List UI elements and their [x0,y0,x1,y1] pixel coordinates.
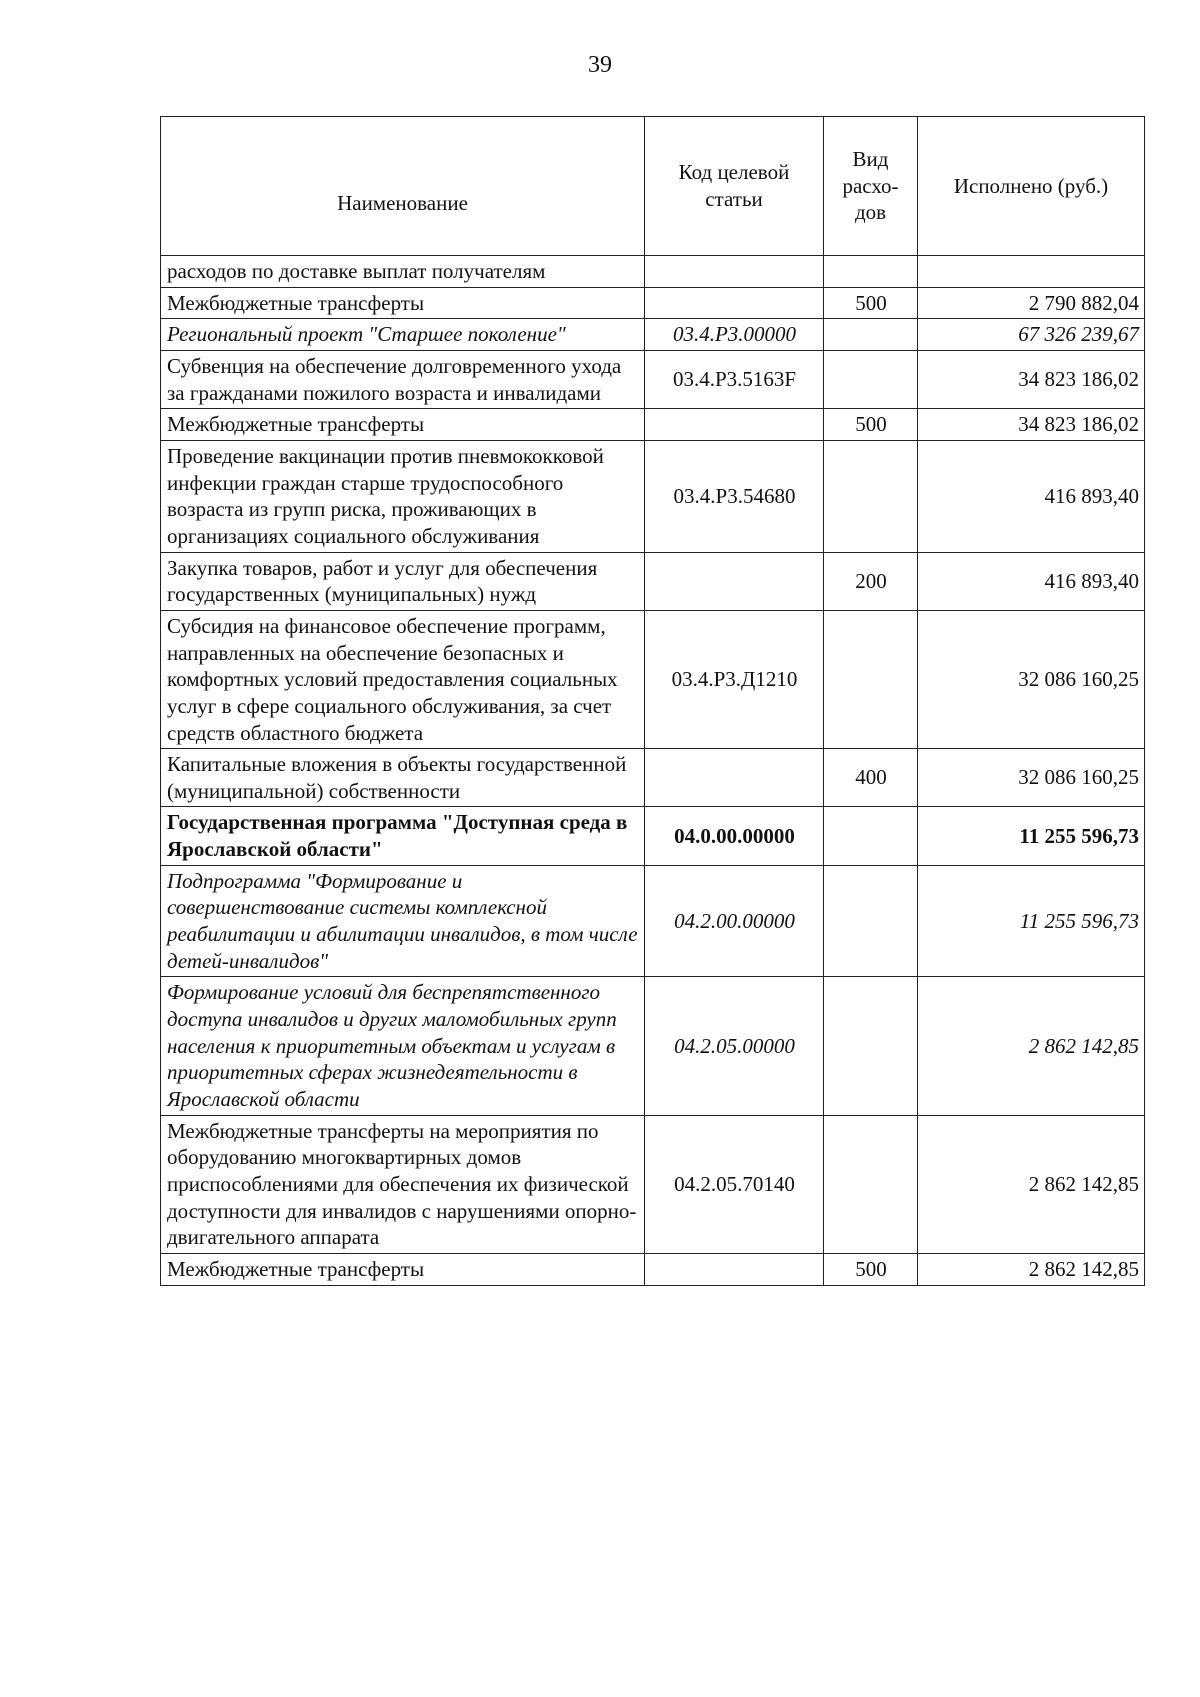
cell-executed-amount: 2 862 142,85 [918,977,1145,1115]
cell-target-code [645,1253,824,1285]
cell-target-code [645,409,824,441]
table-row [161,610,1145,748]
table-row [161,440,1145,552]
budget-execution-table [160,116,1145,1286]
table-row [161,977,1145,1115]
table-row [161,256,1145,288]
cell-name: Межбюджетные трансферты на мероприятия по оборудованию многоквартирных домов приспособлениями для обеспечения их физической доступности для инвалидов с нарушениями опорно-двигательного аппарата [161,1115,645,1253]
cell-expense-kind: 500 [824,287,918,319]
table-body [161,256,1145,1286]
table-row [161,1115,1145,1253]
cell-executed-amount [918,256,1145,288]
cell-expense-kind: 400 [824,749,918,807]
cell-expense-kind [824,1115,918,1253]
cell-name: Межбюджетные трансферты [161,287,645,319]
table-row [161,287,1145,319]
cell-name: Государственная программа "Доступная среда в Ярославской области" [161,807,645,865]
cell-executed-amount: 416 893,40 [918,552,1145,610]
header-kind: Вид расхо-дов [824,117,918,256]
cell-name: Закупка товаров, работ и услуг для обеспечения государственных (муниципальных) нужд [161,552,645,610]
cell-executed-amount: 416 893,40 [918,440,1145,552]
cell-name: Проведение вакцинации против пневмококковой инфекции граждан старше трудоспособного возраста из групп риска, проживающих в организациях социального обслуживания [161,440,645,552]
table-header-row [161,117,1145,256]
cell-name: Региональный проект "Старшее поколение" [161,319,645,351]
cell-target-code: 03.4.Р3.54680 [645,440,824,552]
cell-executed-amount: 32 086 160,25 [918,610,1145,748]
cell-executed-amount: 2 862 142,85 [918,1115,1145,1253]
header-name: Наименование [161,117,645,256]
cell-target-code [645,256,824,288]
cell-executed-amount: 34 823 186,02 [918,350,1145,408]
table-row [161,865,1145,977]
cell-target-code: 04.0.00.00000 [645,807,824,865]
cell-expense-kind [824,865,918,977]
cell-target-code [645,552,824,610]
cell-name: Субвенция на обеспечение долговременного ухода за гражданами пожилого возраста и инвалидами [161,350,645,408]
cell-target-code: 03.4.Р3.5163F [645,350,824,408]
cell-executed-amount: 34 823 186,02 [918,409,1145,441]
cell-name: Межбюджетные трансферты [161,1253,645,1285]
page-number: 39 [588,52,612,78]
table-row [161,409,1145,441]
header-done: Исполнено (руб.) [918,117,1145,256]
cell-executed-amount: 32 086 160,25 [918,749,1145,807]
table-row [161,552,1145,610]
cell-expense-kind: 500 [824,1253,918,1285]
table-row [161,319,1145,351]
cell-expense-kind [824,319,918,351]
cell-name: Межбюджетные трансферты [161,409,645,441]
cell-expense-kind: 200 [824,552,918,610]
cell-executed-amount: 2 790 882,04 [918,287,1145,319]
cell-target-code [645,287,824,319]
table-row [161,350,1145,408]
cell-expense-kind [824,610,918,748]
cell-name: Формирование условий для беспрепятственного доступа инвалидов и других маломобильных групп населения к приоритетным объектам и услугам в приоритетных сферах жизнедеятельности в Ярославской области [161,977,645,1115]
cell-target-code [645,749,824,807]
cell-expense-kind [824,807,918,865]
cell-target-code: 04.2.00.00000 [645,865,824,977]
cell-target-code: 04.2.05.70140 [645,1115,824,1253]
cell-executed-amount: 11 255 596,73 [918,865,1145,977]
cell-expense-kind [824,977,918,1115]
cell-target-code: 03.4.Р3.Д1210 [645,610,824,748]
cell-executed-amount: 11 255 596,73 [918,807,1145,865]
cell-name: расходов по доставке выплат получателям [161,256,645,288]
cell-name: Субсидия на финансовое обеспечение программ, направленных на обеспечение безопасных и комфортных условий предоставления социальных услуг в сфере социального обслуживания, за счет средств областного бюджета [161,610,645,748]
cell-executed-amount: 67 326 239,67 [918,319,1145,351]
cell-name: Капитальные вложения в объекты государственной (муниципальной) собственности [161,749,645,807]
table-row [161,807,1145,865]
cell-executed-amount: 2 862 142,85 [918,1253,1145,1285]
cell-name: Подпрограмма "Формирование и совершенствование системы комплексной реабилитации и абилитации инвалидов, в том числе детей-инвалидов" [161,865,645,977]
cell-expense-kind [824,440,918,552]
table-row [161,1253,1145,1285]
cell-expense-kind [824,256,918,288]
header-code: Код целевой статьи [645,117,824,256]
table-row [161,749,1145,807]
cell-target-code: 04.2.05.00000 [645,977,824,1115]
cell-target-code: 03.4.Р3.00000 [645,319,824,351]
cell-expense-kind [824,350,918,408]
cell-expense-kind: 500 [824,409,918,441]
